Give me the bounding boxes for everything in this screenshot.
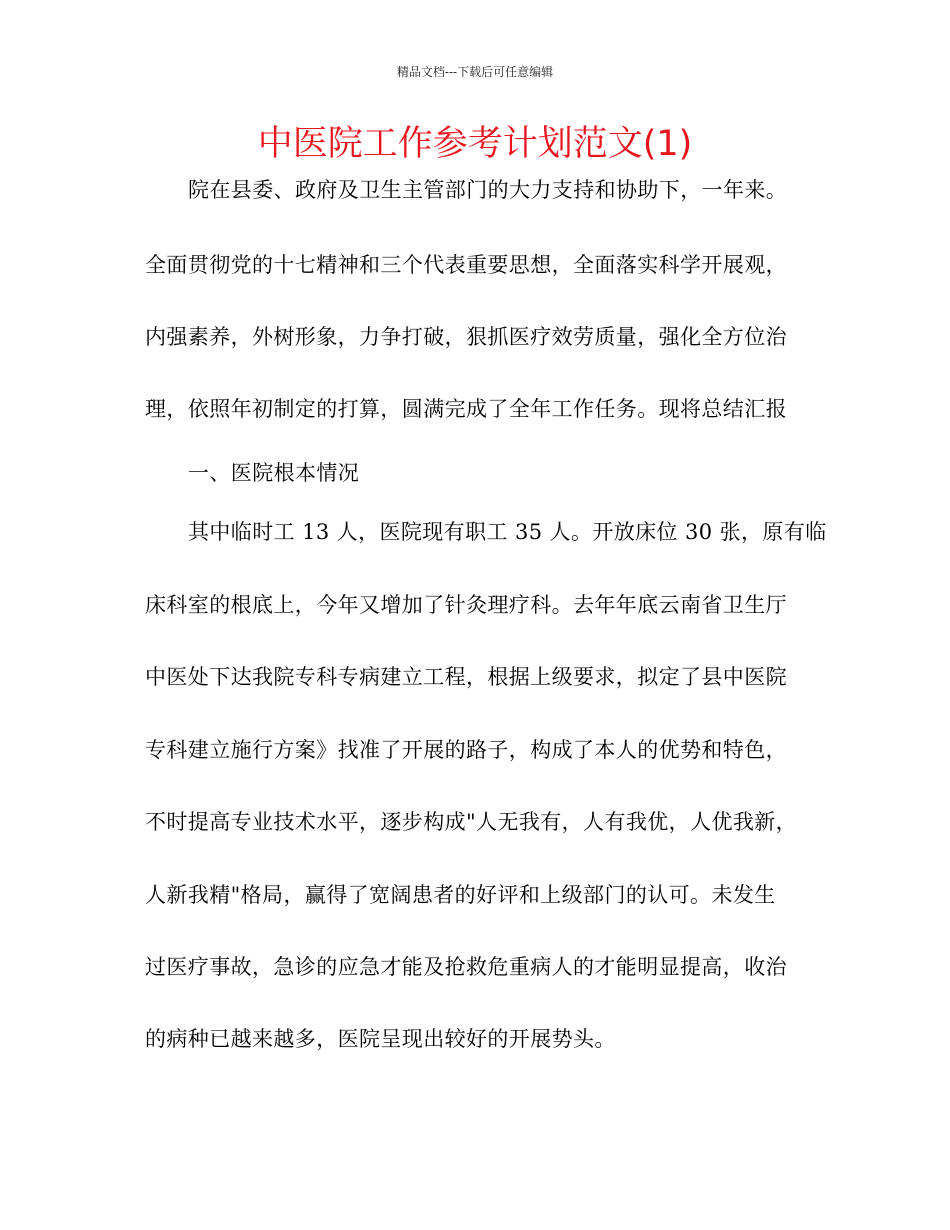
paragraph-line: 不时提高专业技术水平，逐步构成"人无我有，人有我优，人优我新， bbox=[145, 810, 798, 834]
paragraph-line: 其中临时工 13 人，医院现有职工 35 人。开放床位 30 张，原有临 bbox=[188, 520, 827, 544]
paragraph-line: 的病种已越来越多，医院呈现出较好的开展势头。 bbox=[145, 1027, 616, 1051]
paragraph-line: 全面贯彻党的十七精神和三个代表重要思想，全面落实科学开展观， bbox=[145, 253, 787, 277]
paragraph-line: 院在县委、政府及卫生主管部门的大力支持和协助下，一年来。 bbox=[188, 178, 788, 202]
paragraph-line: 过医疗事故，急诊的应急才能及抢救危重病人的才能明显提高，收治 bbox=[145, 955, 787, 979]
paragraph-line: 中医处下达我院专科专病建立工程，根据上级要求，拟定了县中医院 bbox=[145, 665, 787, 689]
paragraph-line: 人新我精"格局，赢得了宽阔患者的好评和上级部门的认可。未发生 bbox=[145, 883, 776, 907]
paragraph-line: 床科室的根底上，今年又增加了针灸理疗科。去年年底云南省卫生厅 bbox=[145, 593, 787, 617]
paragraph-line: 专科建立施行方案》找准了开展的路子，构成了本人的优势和特色， bbox=[145, 738, 787, 762]
section-heading: 一、医院根本情况 bbox=[188, 461, 360, 485]
paragraph-line: 内强素养，外树形象，力争打破，狠抓医疗效劳质量，强化全方位治 bbox=[145, 325, 787, 349]
document-title: 中医院工作参考计划范文(1) bbox=[257, 124, 693, 164]
paragraph-line: 理，依照年初制定的打算，圆满完成了全年工作任务。现将总结汇报 bbox=[145, 397, 787, 421]
header-note: 精品文档---下载后可任意编辑 bbox=[396, 65, 554, 79]
